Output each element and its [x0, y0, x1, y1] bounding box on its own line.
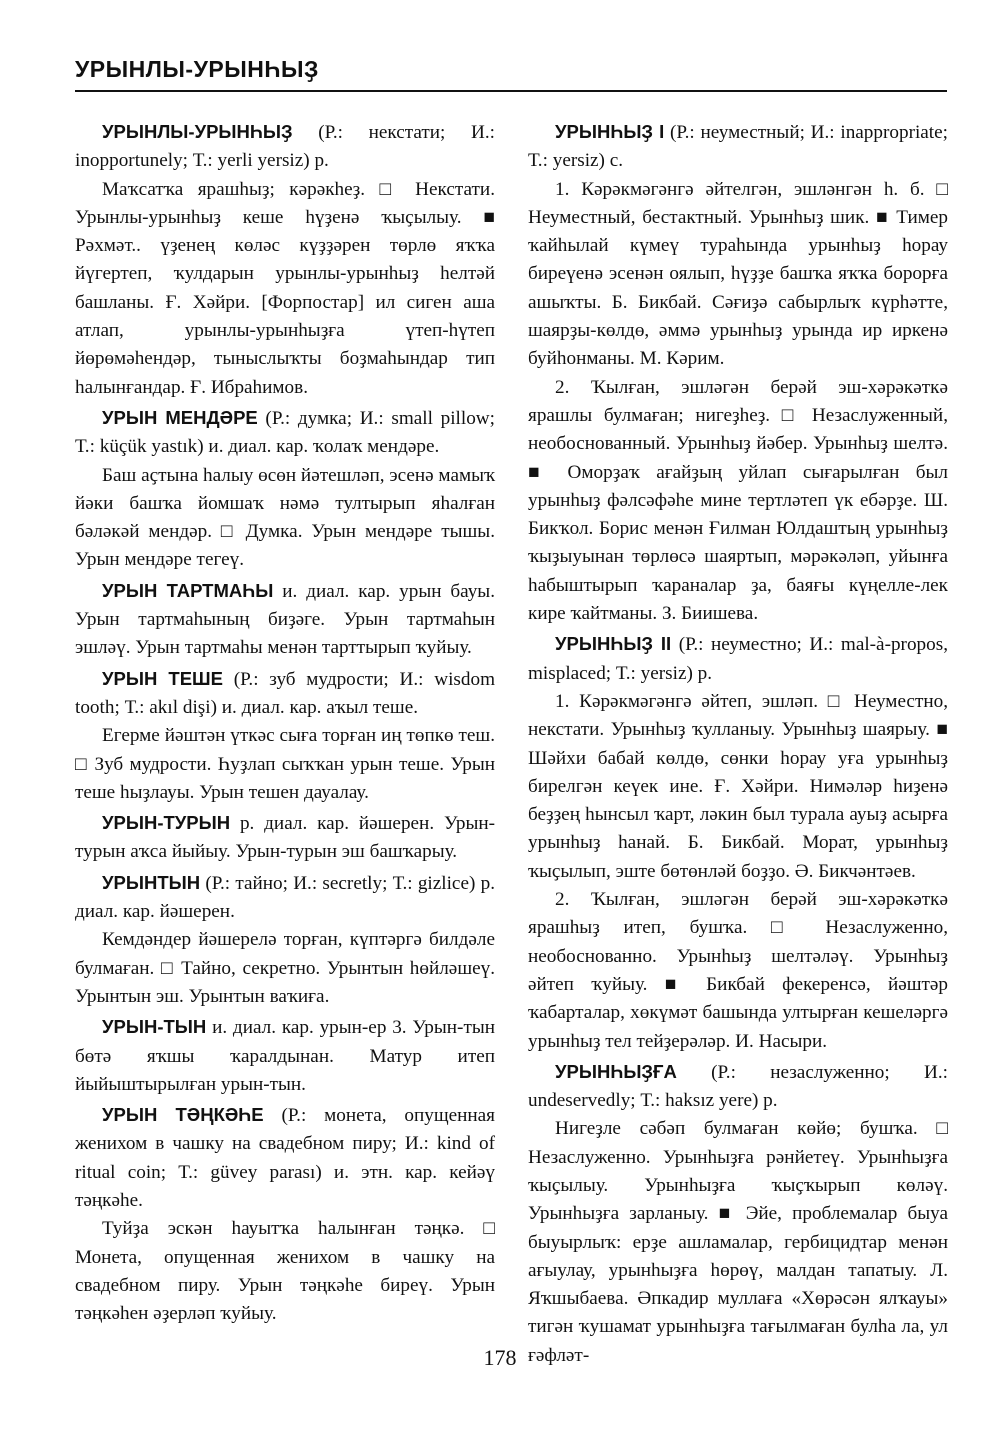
entry-definition-line: [75, 665, 495, 723]
entry-text: Егерме йәштән үткәс сыға торған иң төпкө теш. □ Зуб мудрости. Һуҙлап сыҡҡан урын теше. Урын теше һыҙлауы. Урын тешен дауалау.: [75, 725, 495, 803]
dictionary-entry: [75, 1101, 495, 1328]
dictionary-entry: [75, 809, 495, 867]
entry-definition-line: [75, 118, 495, 176]
dictionary-entry: [75, 404, 495, 575]
entry-text: (Р.: думка; И.: small pillow; Т.: küçük yastık) и. диал. кар. ҡолаҡ мендәре.: [75, 407, 495, 458]
header-rule: [75, 90, 947, 92]
entry-sense: [528, 176, 948, 374]
running-head: УРЫНЛЫ-УРЫНҺЫҘ: [75, 56, 319, 82]
headword: УРЫНТЫН: [102, 871, 201, 893]
entry-text: (Р.: тайно; И.: secretly; Т.: gizlice) р. диал. кар. йәшерен.: [75, 872, 495, 923]
entry-text: (Р.: неуместно; И.: mal-à-propos, misplaced; Т.: yersiz) р.: [528, 634, 948, 684]
dictionary-entry: [75, 665, 495, 807]
entry-text: 1. Кәрәкмәгәнгә әйтеп, эшләп. □ Неуместно, некстати. Урынһыҙ ҡулланыу. Урынһыҙ шаярыу. ■ Шәйхи бабай көлдө, сөнки һорау уға урынһыҙ бирелгән кеүек ине. Ғ. Хәйри. Нимәләр һиҙенә беҙҙең һынсыл ҡарт, ләкин был турала ауыҙ асырға урынһыҙ һанай. Б. Бикбай. Морат, урынһыҙ ҡыҫылып, эште бөтөнләй боҙҙо. Ә. Бикчәнтәев.: [528, 690, 948, 882]
entry-text: Кемдәндер йәшерелә торған, күптәргә билдәле булмаған. □ Тайно, секретно. Урынтын һөйләшеү. Урынтын эш. Урынтын ваҡиға.: [75, 929, 495, 1007]
entry-definition-line: [75, 1013, 495, 1099]
entry-sense: [75, 176, 495, 402]
headword: УРЫН-ТЫН: [102, 1016, 207, 1038]
entry-text: 1. Кәрәкмәгәнгә әйтелгән, эшләнгән һ. б. □ Неуместный, бестактный. Урынһыҙ шик. ■ Тимер ҡайһылай күмеү тураһында урынһыҙ һорау биреүенә эсенән оялып, һүҙҙе башҡа яҡҡа борорға ашыҡты. Б. Бикбай. Сәғиҙә сабырлыҡ күрһәтте, шаярҙы-көлдө, әммә урынһыҙ урында ир иркенә буйһонманы. М. Кәрим.: [528, 178, 948, 370]
entry-text: 2. Ҡылған, эшләгән берәй эш-хәрәкәткә ярашлы булмаған; нигеҙһеҙ. □ Незаслуженный, необоснованный. Урынһыҙ йәбер. Урынһыҙ шелтә. ■ Оморҙаҡ ағайҙың уйлап сығарылған был урынһыҙ фәлсәфәһе мине тертләтеп үк ебәрҙе. Ш. Бикҡол. Борис менән Ғилман Юлдаштың урынһыҙ ҡыҙыуынан төрлөсә шаяртып, мәрәкәләп, уйынға һабыштырып ҡараналар ҙа, баяғы күңелле-лек кире ҡайтманы. З. Биишева.: [528, 376, 948, 625]
entry-sense: [75, 722, 495, 807]
headword: УРЫНЛЫ-УРЫНҺЫҘ: [102, 121, 293, 142]
dictionary-entry: [528, 118, 948, 628]
entry-definition-line: [528, 630, 948, 688]
entry-text: (Р.: зуб мудрости; И.: wisdom tooth; Т.: akıl dişi) и. диал. кар. аҡыл теше.: [75, 668, 495, 718]
dictionary-entry: [75, 577, 495, 663]
entry-text: Баш аҫтына һалыу өсөн йәтешләп, эсенә мамыҡ йәки башҡа йомшаҡ нәмә тултырып яһалған бәләкәй мендәр. □ Думка. Урын мендәре тышы. Урын мендәре тегеү.: [75, 464, 495, 571]
headword: УРЫНҺЫҘҒА: [555, 1060, 677, 1082]
entry-text: 2. Ҡылған, эшләгән берәй эш-хәрәкәткә ярашһыҙ итеп, бушҡа. □ Незаслуженно, необоснованно. Урынһыҙ шелтәләү. Урынһыҙ әйтеп ҡуйыу. ■ Бикбай фекеренсә, йәштәр ҡабарталар, хөкүмәт башында ултырған кешеләргә урынһыҙ тел тейҙерәләр. И. Насыри.: [528, 889, 948, 1052]
entry-definition-line: [528, 1058, 948, 1116]
entry-sense: [528, 1115, 948, 1370]
entry-definition-line: [75, 809, 495, 867]
left-column: [75, 118, 495, 1330]
entry-sense: [75, 1215, 495, 1328]
entry-text: и. диал. кар. урын-ер 3. Урын-тын бөтә яҡшы ҡаралдынан. Матур итеп йыйыштырылған урын-тын.: [75, 1017, 495, 1095]
entry-text: (Р.: незаслуженно; И.: undeservedly; Т.: haksız yere) р.: [528, 1061, 948, 1112]
entry-text: Туйҙа эскән һауытҡа һалынған тәңкә. □ Монета, опущенная женихом в чашку на свадебном пиру. Урын тәңкәһе биреү. Урын тәңкәһен әҙерләп ҡуйыу.: [75, 1218, 495, 1325]
right-column: [528, 118, 948, 1372]
entry-text: (Р.: монета, опущенная женихом в чашку на свадебном пиру; И.: kind of ritual coin; Т.: güvey parası) и. этн. кар. кейәү тәңкәһе.: [75, 1105, 495, 1211]
dictionary-entry: [75, 118, 495, 402]
headword: УРЫН ТӘҢКӘҺЕ: [102, 1104, 264, 1126]
headword: УРЫНҺЫҘ I: [555, 121, 665, 142]
entry-definition-line: [75, 1101, 495, 1215]
entry-definition-line: [75, 404, 495, 462]
entry-sense: [528, 374, 948, 629]
entry-sense: [75, 462, 495, 575]
entry-sense: [528, 886, 948, 1056]
dictionary-entry: [75, 1013, 495, 1099]
entry-definition-line: [528, 118, 948, 176]
entry-sense: [528, 688, 948, 886]
entry-sense: [75, 926, 495, 1011]
dictionary-entry: [528, 1058, 948, 1370]
entry-text: р. диал. кар. йәшерен. Урын-турын аҡса йыйыу. Урын-турын эш башҡарыу.: [75, 813, 495, 863]
entry-text: и. диал. кар. урын бауы. Урын тартмаһының биҙәге. Урын тартмаһын эшләү. Урын тартмаһы менән тарттырып ҡуйыу.: [75, 580, 495, 659]
headword: УРЫН ТАРТМАҺЫ: [102, 579, 274, 601]
entry-text: (Р.: некстати; И.: inopportunely; Т.: yerli yersiz) р.: [75, 122, 495, 172]
headword: УРЫНҺЫҘ II: [555, 633, 672, 655]
dictionary-entry: [75, 869, 495, 1011]
entry-text: (Р.: неуместный; И.: inappropriate; Т.: yersiz) с.: [528, 122, 948, 172]
entry-text: Нигеҙле сәбәп булмаған көйө; бушҡа. □ Незаслуженно. Урынһыҙға рәнйетеү. Урынһыҙға ҡыҫылыу. Урынһыҙға ҡыҫҡырып көләү. Урынһыҙға зарланыу. ■ Эйе, проблемалар быуа быуырлыҡ: ерҙе ашламалар, гербицидтар менән ағыулау, урынһыҙға һөрөү, малдан тапатыу. Л. Яҡшыбаева. Әпкадир муллаға «Хөрәсән ялҡауы» тигән ҡушамат урынһыҙға тағылмаған булһа ла, ул ғәфләт-: [528, 1118, 948, 1366]
entry-definition-line: [75, 577, 495, 663]
entry-definition-line: [75, 869, 495, 927]
entry-text: Маҡсатҡа ярашһыҙ; кәрәкһеҙ. □ Некстати. Урынлы-урынһыҙ кеше һүҙенә ҡыҫылыу. ■ Рәхмәт.. үҙенең көләс күҙҙәрен төрлө яҡҡа йүгертеп, ҡулдарын урынлы-урынһыҙ һелтәй башланы. Ғ. Хәйри. [Форпостар] ил сиген аша атлап, урынлы-урынһыҙға үтеп-һүтеп йөрөмәһендәр, тыныслыҡты боҙмаһындар тип һалынғандар. Ғ. Ибраһимов.: [75, 178, 495, 398]
headword: УРЫН ТЕШЕ: [102, 667, 223, 689]
headword: УРЫН-ТУРЫН: [102, 812, 231, 834]
dictionary-entry: [528, 630, 948, 1055]
page-number: 178: [483, 1345, 517, 1370]
headword: УРЫН МЕНДӘРЕ: [102, 406, 258, 428]
